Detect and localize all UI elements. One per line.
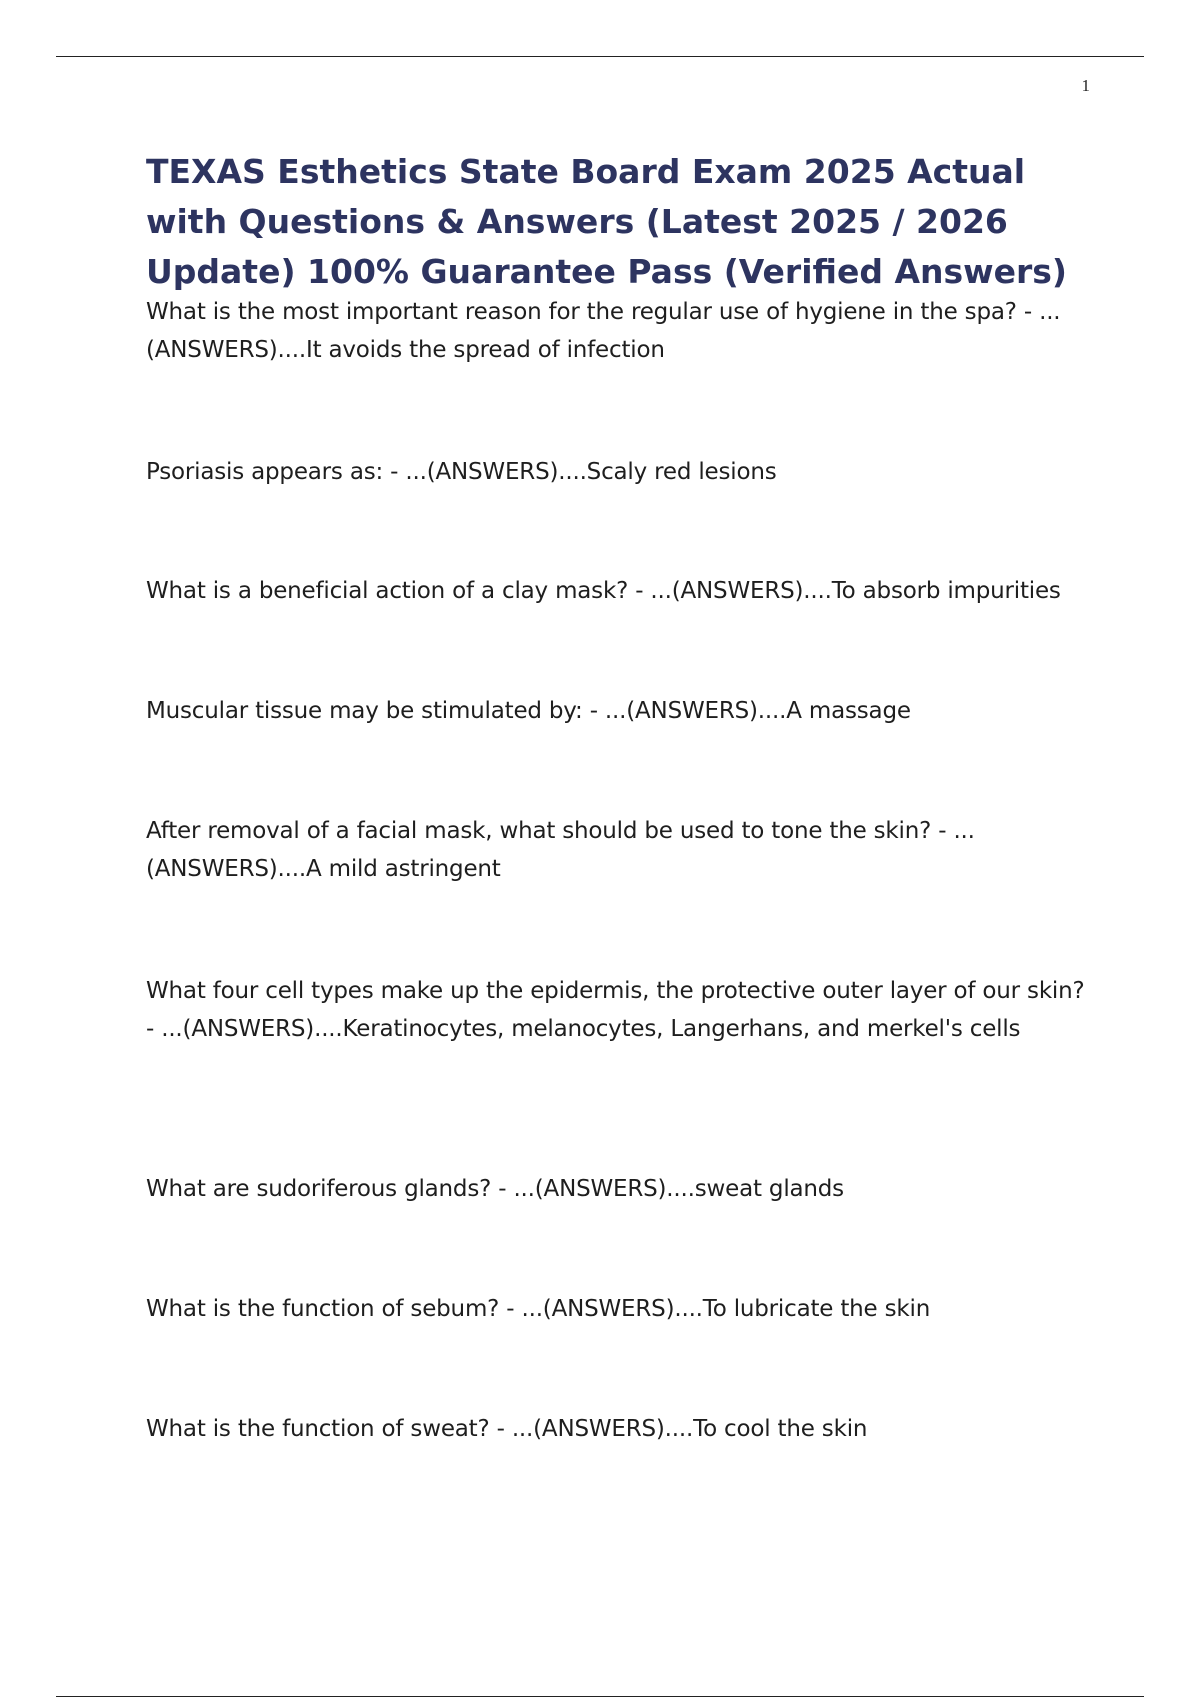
qa-item: What are sudoriferous glands? - ...(ANSWERS)....sweat glands (146, 1176, 844, 1202)
qa-item: Muscular tissue may be stimulated by: - ...(ANSWERS)....A massage (146, 698, 911, 724)
qa-item: What is the most important reason for the regular use of hygiene in the spa? - ...(ANSWERS)....It avoids the spread of infection (146, 299, 1061, 363)
footer-rule (56, 1696, 1144, 1697)
qa-item: What four cell types make up the epidermis, the protective outer layer of our skin? - ...(ANSWERS)....Keratinocytes, melanocytes, Langerhans, and merkel's cells (146, 978, 1085, 1042)
page-number: 1 (1081, 76, 1090, 95)
qa-item: What is a beneficial action of a clay mask? - ...(ANSWERS)....To absorb impurities (146, 578, 1061, 604)
document-title: TEXAS Esthetics State Board Exam 2025 Actual with Questions & Answers (Latest 2025 / 2026 Update) 100% Guarantee Pass (Verified Answers) (146, 152, 1068, 291)
header-rule (56, 56, 1144, 57)
qa-item: After removal of a facial mask, what should be used to tone the skin? - ...(ANSWERS)....A mild astringent (146, 818, 975, 882)
qa-item: Psoriasis appears as: - ...(ANSWERS)....Scaly red lesions (146, 459, 777, 485)
qa-item: What is the function of sebum? - ...(ANSWERS)....To lubricate the skin (146, 1296, 931, 1322)
qa-item: What is the function of sweat? - ...(ANSWERS)....To cool the skin (146, 1416, 868, 1442)
